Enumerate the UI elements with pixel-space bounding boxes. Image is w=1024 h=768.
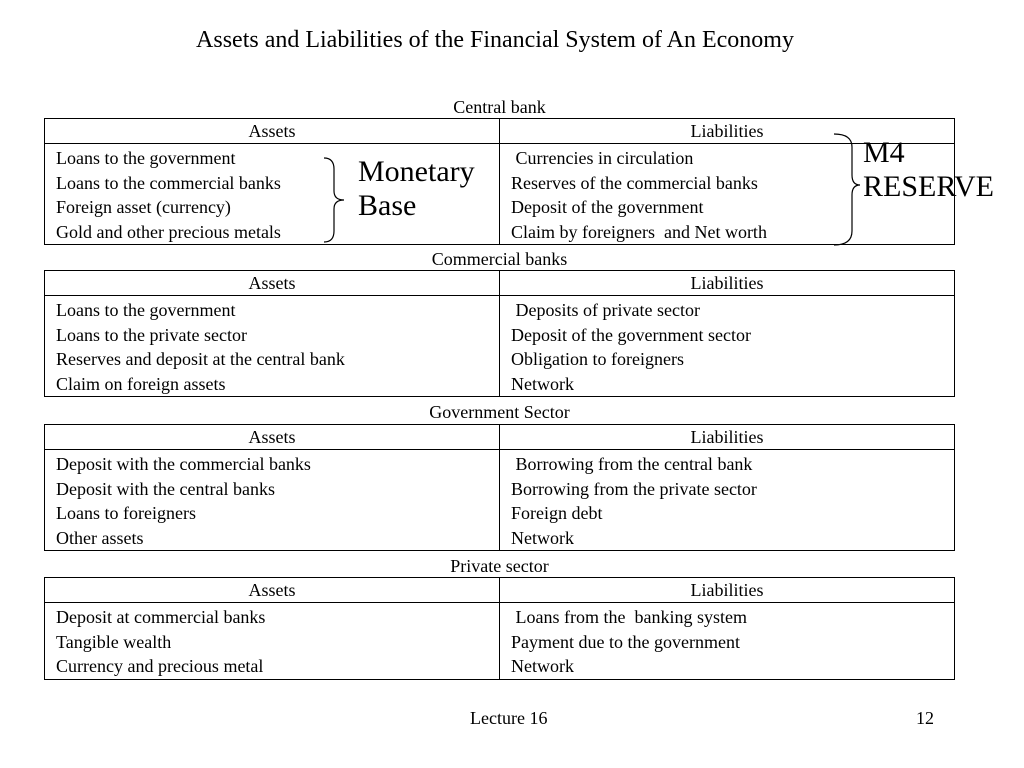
asset-item: Loans to foreigners [56, 503, 196, 523]
liability-item: Borrowing from the central bank [511, 454, 753, 474]
asset-item: Deposit at commercial banks [56, 607, 266, 627]
footer-page-number: 12 [916, 708, 934, 728]
asset-item: Deposit with the commercial banks [56, 454, 311, 474]
liability-item: Deposit of the government sector [511, 324, 751, 345]
asset-item: Loans to the private sector [56, 324, 247, 345]
asset-item: Gold and other precious metals [56, 221, 281, 242]
assets-header: Assets [45, 425, 500, 450]
asset-item: Loans to the government [56, 300, 236, 320]
slide-title: Assets and Liabilities of the Financial System of An Economy [196, 27, 794, 53]
government-sector-table [44, 424, 955, 551]
private-sector-table [44, 577, 955, 680]
liability-item: Reserves of the commercial banks [511, 172, 758, 193]
liability-item: Deposit of the government [511, 197, 704, 217]
m4-reserve-label: M4 RESERVE [863, 136, 994, 203]
liabilities-header: Liabilities [500, 425, 955, 450]
sector-title-government: Government Sector [429, 402, 570, 422]
sector-title-commercial-banks: Commercial banks [431, 249, 568, 269]
liability-item: Payment due to the government [511, 631, 740, 652]
assets-list [45, 450, 500, 551]
assets-list [45, 603, 500, 680]
liability-item: Network [511, 373, 574, 394]
liability-item: Borrowing from the private sector [511, 478, 757, 499]
monetary-base-label: Monetary Base [358, 155, 475, 222]
liabilities-list [500, 450, 955, 551]
liabilities-header: Liabilities [500, 578, 955, 603]
liability-item: Network [511, 527, 574, 548]
assets-header: Assets [45, 578, 500, 603]
sector-title-private: Private sector [450, 556, 549, 576]
liability-item: Obligation to foreigners [511, 349, 684, 369]
liability-item: Currencies in circulation [511, 148, 694, 168]
liabilities-header: Liabilities [500, 271, 955, 296]
liabilities-list [500, 603, 955, 680]
footer-lecture: Lecture 16 [470, 708, 548, 728]
liabilities-header: Liabilities [500, 119, 955, 144]
asset-item: Other assets [56, 527, 144, 548]
asset-item: Currency and precious metal [56, 656, 264, 676]
liabilities-list [500, 296, 955, 397]
asset-item: Foreign asset (currency) [56, 197, 231, 217]
liability-item: Deposits of private sector [511, 300, 700, 320]
monetary-base-brace-icon [322, 157, 346, 243]
asset-item: Deposit with the central banks [56, 478, 275, 499]
asset-item: Loans to the commercial banks [56, 172, 281, 193]
assets-header: Assets [45, 119, 500, 144]
asset-item: Loans to the government [56, 148, 236, 168]
assets-list [45, 296, 500, 397]
liability-item: Loans from the banking system [511, 607, 747, 627]
liability-item: Claim by foreigners and Net worth [511, 221, 767, 242]
asset-item: Tangible wealth [56, 631, 172, 652]
asset-item: Claim on foreign assets [56, 373, 226, 394]
assets-header: Assets [45, 271, 500, 296]
liability-item: Network [511, 656, 574, 676]
commercial-banks-table [44, 270, 955, 397]
m4-reserve-brace-icon [832, 133, 862, 247]
sector-title-central-bank: Central bank [453, 97, 546, 117]
central-bank-table [44, 118, 955, 245]
liability-item: Foreign debt [511, 503, 603, 523]
asset-item: Reserves and deposit at the central bank [56, 349, 345, 369]
